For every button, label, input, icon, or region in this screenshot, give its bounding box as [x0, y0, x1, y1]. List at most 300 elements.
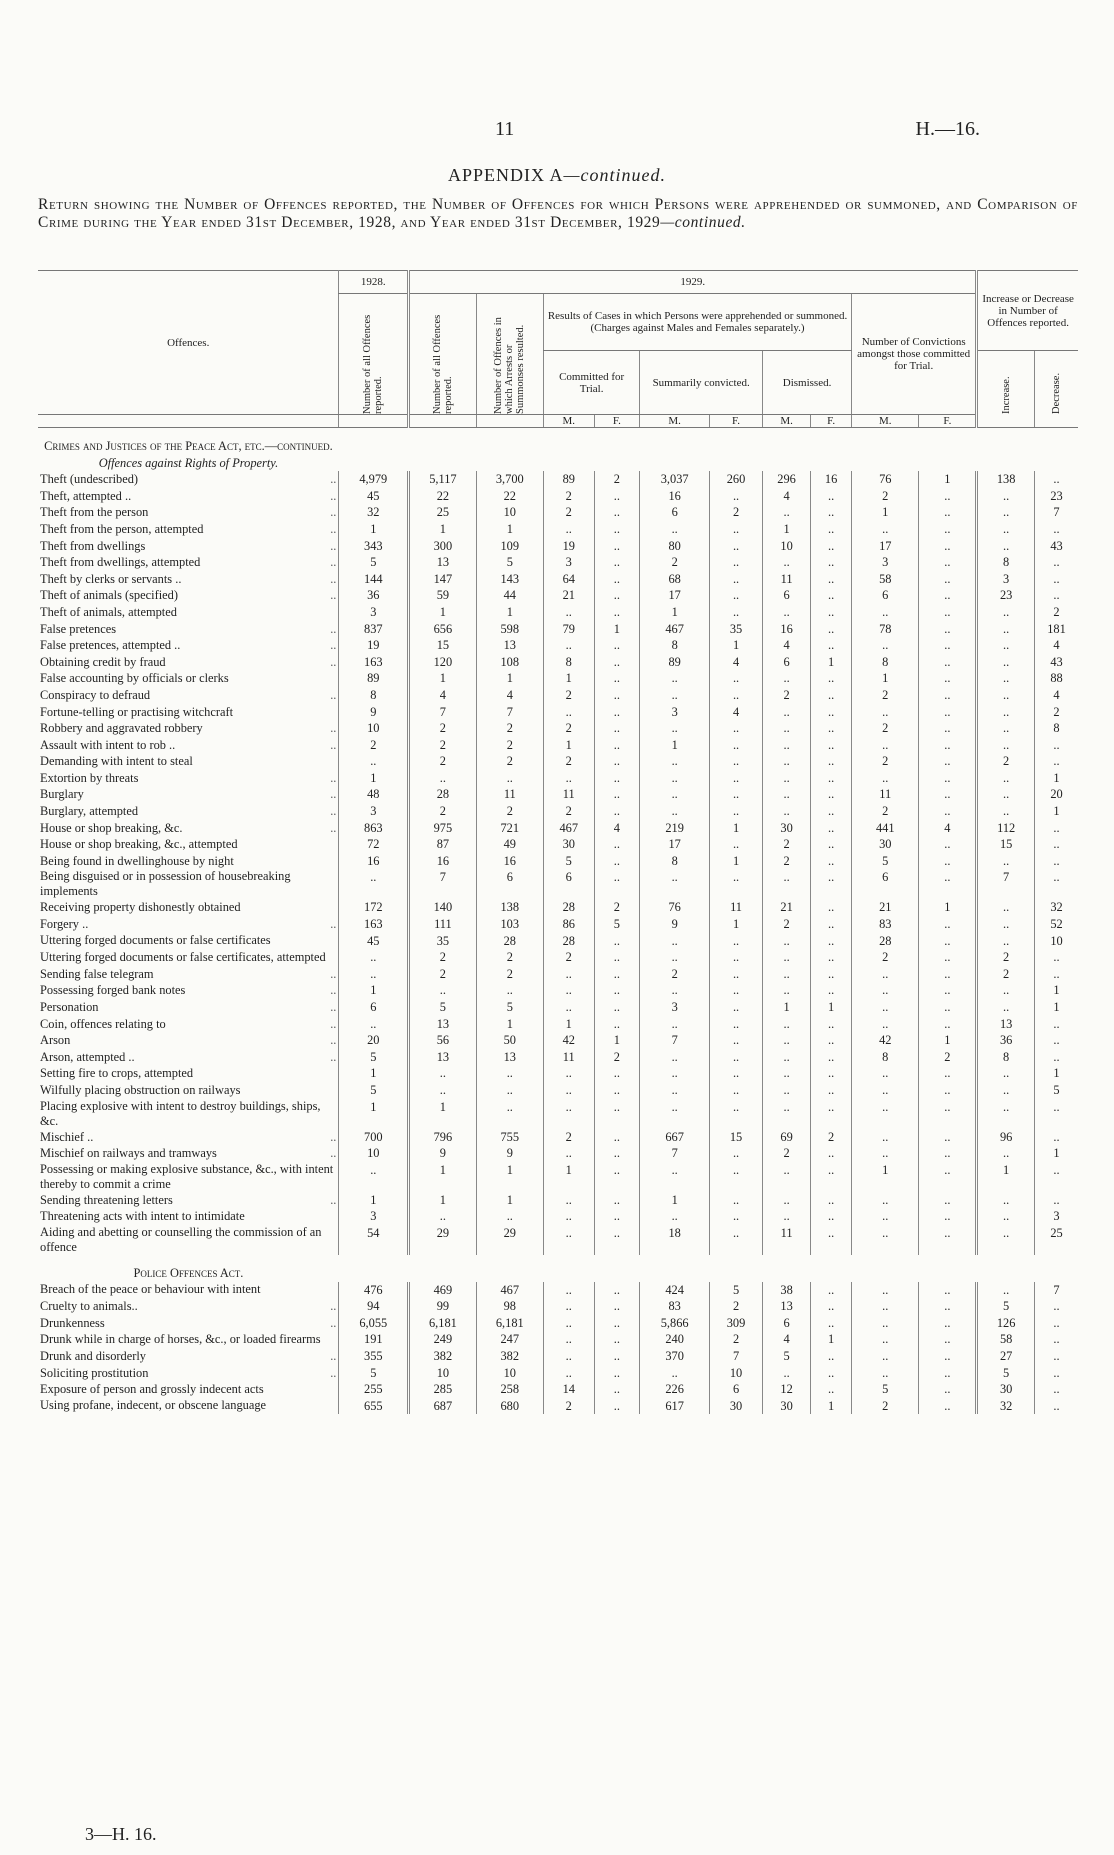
cell-value: .. — [1035, 471, 1078, 488]
cell-value: .. — [811, 587, 852, 604]
cell-value: 126 — [977, 1315, 1035, 1332]
offence-name: Arson .. — [40, 1033, 337, 1048]
cell-value: .. — [1035, 1129, 1078, 1146]
cell-value: .. — [763, 604, 811, 621]
table-row — [38, 538, 1078, 555]
cell-value: 11 — [763, 1225, 811, 1255]
cell-value: .. — [594, 803, 640, 820]
leader-dots: .. — [330, 621, 337, 636]
cell-value: .. — [763, 869, 811, 899]
cell-value: 22 — [409, 488, 476, 505]
cell-value: .. — [811, 1065, 852, 1082]
cell-value: .. — [852, 637, 919, 654]
cell-value: .. — [977, 1282, 1035, 1299]
cell-value: 9 — [476, 1145, 543, 1162]
cell-value: 3 — [1035, 1208, 1078, 1225]
table-row — [38, 637, 1078, 654]
cell-value: 98 — [476, 1298, 543, 1315]
cell-value: 5 — [339, 1365, 409, 1382]
cell-value: .. — [919, 753, 977, 770]
cell-value: 2 — [476, 803, 543, 820]
cell-value: 13 — [409, 1016, 476, 1033]
cell-value: 1 — [409, 1099, 476, 1129]
cell-value: .. — [919, 1082, 977, 1099]
cell-value: 32 — [977, 1398, 1035, 1415]
cell-value: .. — [476, 1099, 543, 1129]
cell-value: 8 — [640, 853, 710, 870]
cell-value: .. — [640, 869, 710, 899]
cell-value: .. — [919, 1315, 977, 1332]
rows-group-1w — [38, 869, 1078, 916]
cell-value: 13 — [476, 637, 543, 654]
cell-value: 2 — [543, 1129, 594, 1146]
section-subtitle: Offences against Rights of Property. — [98, 455, 279, 470]
cell-value: 10 — [339, 1145, 409, 1162]
leader-dots: .. — [330, 721, 337, 736]
cell-value: .. — [763, 1049, 811, 1066]
cell-value: 1 — [409, 604, 476, 621]
offence-name: Mischief on railways and tramways .. — [40, 1146, 337, 1161]
cell-value: 1 — [1035, 1145, 1078, 1162]
table-row — [38, 786, 1078, 803]
cell-value: .. — [1035, 1192, 1078, 1209]
cell-value: 3,700 — [476, 471, 543, 488]
cell-value: .. — [1035, 1162, 1078, 1192]
cell-value: .. — [640, 770, 710, 787]
cell-value: .. — [811, 1365, 852, 1382]
cell-value: .. — [710, 488, 763, 505]
cell-value: .. — [1035, 836, 1078, 853]
cell-value: .. — [811, 704, 852, 721]
arrests-header: Number of Offences in which Arrests or Summonses resulted. — [476, 294, 543, 415]
leader-dots: .. — [330, 966, 337, 981]
table-header — [38, 271, 1078, 428]
cell-value: .. — [852, 1315, 919, 1332]
cell-value: 5 — [710, 1282, 763, 1299]
year-1928-header: 1928. — [339, 271, 409, 294]
offence-name: Theft from the person .. — [40, 505, 337, 520]
cell-value: .. — [1035, 737, 1078, 754]
cell-value: 2 — [409, 949, 476, 966]
cell-value: 258 — [476, 1381, 543, 1398]
cell-value: 2 — [543, 949, 594, 966]
cell-value: .. — [543, 1225, 594, 1255]
cell-value: .. — [710, 1099, 763, 1129]
table-row — [38, 1315, 1078, 1332]
cell-value: 10 — [763, 538, 811, 555]
cell-value: .. — [1035, 869, 1078, 899]
cell-value: .. — [811, 488, 852, 505]
cell-value: .. — [594, 1099, 640, 1129]
table-row — [38, 949, 1078, 966]
cell-value: .. — [919, 587, 977, 604]
cell-value: 2 — [1035, 704, 1078, 721]
cell-value: .. — [409, 1082, 476, 1099]
cell-value: 28 — [543, 899, 594, 916]
offence-name: Sending false telegram .. — [40, 966, 337, 981]
cell-value: 2 — [977, 949, 1035, 966]
offence-name: Burglary .. — [40, 787, 337, 802]
cell-value: .. — [811, 1099, 852, 1129]
cell-value: .. — [640, 720, 710, 737]
table-row — [38, 982, 1078, 999]
table-row — [38, 554, 1078, 571]
cell-value: .. — [852, 1331, 919, 1348]
cell-value: .. — [594, 999, 640, 1016]
cell-value: .. — [594, 654, 640, 671]
cell-value: 7 — [977, 869, 1035, 899]
cell-value: 72 — [339, 836, 409, 853]
cell-value: 1 — [339, 1192, 409, 1209]
cell-value: 15 — [409, 637, 476, 654]
cell-value: 11 — [476, 786, 543, 803]
cell-value: .. — [594, 604, 640, 621]
cell-value: .. — [919, 604, 977, 621]
cell-value: 17 — [640, 587, 710, 604]
cell-value: 45 — [339, 488, 409, 505]
cell-value: 11 — [763, 571, 811, 588]
cell-value: .. — [710, 1145, 763, 1162]
cell-value: .. — [919, 720, 977, 737]
leader-dots: .. — [330, 555, 337, 570]
cell-value: 3,037 — [640, 471, 710, 488]
cell-value: 9 — [339, 704, 409, 721]
cell-value: 2 — [543, 488, 594, 505]
cell-value: .. — [977, 670, 1035, 687]
cell-value: 2 — [640, 554, 710, 571]
table-row — [38, 587, 1078, 604]
cell-value: 5 — [594, 916, 640, 933]
rows-group-6w — [38, 1282, 1078, 1299]
cell-value: .. — [919, 1065, 977, 1082]
cell-value: .. — [919, 916, 977, 933]
cell-value: .. — [476, 1082, 543, 1099]
cell-value: 2 — [852, 687, 919, 704]
cell-value: 1 — [852, 1162, 919, 1192]
leader-dots: .. — [330, 1129, 337, 1144]
cell-value: .. — [543, 770, 594, 787]
cell-value: 43 — [1035, 654, 1078, 671]
cell-value: 7 — [640, 1032, 710, 1049]
cell-value: 260 — [710, 471, 763, 488]
cell-value: 655 — [339, 1398, 409, 1415]
cell-value: 6 — [710, 1381, 763, 1398]
leader-dots: .. — [330, 654, 337, 669]
offence-name: Mischief .. .. — [40, 1129, 337, 1144]
cell-value: .. — [476, 1208, 543, 1225]
leader-dots: .. — [330, 687, 337, 702]
leader-dots: .. — [330, 804, 337, 819]
cell-value: .. — [594, 1298, 640, 1315]
cell-value: 25 — [1035, 1225, 1078, 1255]
cell-value: 18 — [640, 1225, 710, 1255]
cell-value: 16 — [763, 621, 811, 638]
cell-value: 7 — [1035, 1282, 1078, 1299]
cell-value: .. — [640, 670, 710, 687]
cell-value: 2 — [640, 966, 710, 983]
cell-value: .. — [543, 1315, 594, 1332]
offence-name: House or shop breaking, &c. .. — [40, 820, 337, 835]
dismissed-f-header: F. — [811, 415, 852, 428]
cell-value: .. — [710, 604, 763, 621]
cell-value: 1 — [543, 737, 594, 754]
cell-value: .. — [640, 521, 710, 538]
cell-value: .. — [1035, 1365, 1078, 1382]
cell-value: .. — [763, 1016, 811, 1033]
cell-value: 300 — [409, 538, 476, 555]
cell-value: 36 — [339, 587, 409, 604]
cell-value: 5 — [543, 853, 594, 870]
cell-value: .. — [543, 1192, 594, 1209]
cell-value: .. — [476, 1065, 543, 1082]
cell-value: .. — [919, 554, 977, 571]
cell-value: 6 — [763, 587, 811, 604]
cell-value: 13 — [409, 554, 476, 571]
cell-value: 16 — [339, 853, 409, 870]
cell-value: 2 — [476, 737, 543, 754]
cell-value: .. — [1035, 753, 1078, 770]
cell-value: .. — [811, 1032, 852, 1049]
cell-value: 15 — [977, 836, 1035, 853]
cell-value: 837 — [339, 621, 409, 638]
cell-value: 6 — [852, 587, 919, 604]
cell-value: 36 — [977, 1032, 1035, 1049]
cell-value: 2 — [977, 966, 1035, 983]
cell-value: .. — [763, 670, 811, 687]
cell-value: .. — [763, 770, 811, 787]
cell-value: 103 — [476, 916, 543, 933]
table-row — [38, 1225, 1078, 1255]
cell-value: .. — [763, 933, 811, 950]
cell-value: 64 — [543, 571, 594, 588]
cell-value: .. — [594, 770, 640, 787]
cell-value: .. — [852, 1365, 919, 1382]
table-row — [38, 1398, 1078, 1415]
rows-group-1 — [38, 471, 1078, 869]
cell-value: .. — [710, 1208, 763, 1225]
cell-value: .. — [543, 604, 594, 621]
cell-value: 3 — [977, 571, 1035, 588]
cell-value: .. — [710, 869, 763, 899]
cell-value: 285 — [409, 1381, 476, 1398]
cell-value: .. — [852, 1298, 919, 1315]
cell-value: .. — [594, 1065, 640, 1082]
cell-value: 1 — [763, 521, 811, 538]
cell-value: 7 — [409, 704, 476, 721]
cell-value: 8 — [852, 1049, 919, 1066]
cell-value: .. — [811, 770, 852, 787]
table-row — [38, 869, 1078, 899]
cell-value: 4 — [476, 687, 543, 704]
table-row — [38, 521, 1078, 538]
cell-value: 2 — [543, 753, 594, 770]
leader-dots: .. — [330, 1016, 337, 1031]
leader-dots: .. — [330, 472, 337, 487]
cell-value: .. — [977, 654, 1035, 671]
rows-group-3 — [38, 966, 1078, 1099]
offence-name: Setting fire to crops, attempted — [40, 1066, 194, 1081]
cell-value: 30 — [543, 836, 594, 853]
cell-value: .. — [594, 949, 640, 966]
cell-value: .. — [977, 737, 1035, 754]
cell-value: .. — [977, 786, 1035, 803]
results-header: Results of Cases in which Persons were apprehended or summoned. (Charges against Males and Females separately.) — [543, 294, 851, 351]
offence-name: Sending threatening letters .. — [40, 1192, 337, 1207]
cell-value: .. — [977, 1099, 1035, 1129]
offence-name: Receiving property dishonestly obtained — [40, 900, 241, 915]
cell-value: .. — [811, 670, 852, 687]
cell-value: 1 — [339, 521, 409, 538]
cell-value: 467 — [543, 820, 594, 837]
cell-value: .. — [811, 869, 852, 899]
cell-value: 2 — [476, 966, 543, 983]
summarily-m-header: M. — [640, 415, 710, 428]
table-row — [38, 621, 1078, 638]
increase-decrease-header: Increase or Decrease in Number of Offences reported. — [977, 271, 1078, 351]
cell-value: .. — [852, 1225, 919, 1255]
table-row — [38, 999, 1078, 1016]
committed-f-header: F. — [594, 415, 640, 428]
cell-value: .. — [1035, 966, 1078, 983]
cell-value: .. — [594, 1145, 640, 1162]
cell-value: 20 — [1035, 786, 1078, 803]
cell-value: 38 — [763, 1282, 811, 1299]
cell-value: .. — [710, 982, 763, 999]
cell-value: .. — [763, 704, 811, 721]
cell-value: 6 — [640, 504, 710, 521]
cell-value: 2 — [710, 1298, 763, 1315]
table-row — [38, 654, 1078, 671]
cell-value: 1 — [1035, 770, 1078, 787]
cell-value: 755 — [476, 1129, 543, 1146]
cell-value: 10 — [409, 1365, 476, 1382]
cell-value: .. — [710, 966, 763, 983]
table-row — [38, 471, 1078, 488]
cell-value: .. — [1035, 1049, 1078, 1066]
cell-value: 1 — [409, 1192, 476, 1209]
cell-value: .. — [811, 933, 852, 950]
cell-value: 1 — [640, 1192, 710, 1209]
cell-value: 3 — [339, 803, 409, 820]
reported-1928-header: Number of all Offences reported. — [339, 294, 409, 415]
table-row — [38, 1331, 1078, 1348]
cell-value: 5 — [476, 554, 543, 571]
cell-value: .. — [640, 1099, 710, 1129]
cell-value: 13 — [409, 1049, 476, 1066]
table-row — [38, 488, 1078, 505]
cell-value: 83 — [640, 1298, 710, 1315]
cell-value: .. — [710, 554, 763, 571]
cell-value: 3 — [640, 999, 710, 1016]
cell-value: .. — [594, 1381, 640, 1398]
cell-value: .. — [919, 1162, 977, 1192]
cell-value: 8 — [543, 654, 594, 671]
cell-value: .. — [919, 654, 977, 671]
cell-value: 20 — [339, 1032, 409, 1049]
table-row — [38, 1381, 1078, 1398]
cell-value: 3 — [339, 604, 409, 621]
leader-dots: .. — [330, 983, 337, 998]
leader-dots: .. — [330, 505, 337, 520]
cell-value: 58 — [852, 571, 919, 588]
cell-value: 1 — [339, 1099, 409, 1129]
cell-value: .. — [852, 770, 919, 787]
cell-value: .. — [640, 933, 710, 950]
cell-value: .. — [811, 637, 852, 654]
cell-value: .. — [919, 1129, 977, 1146]
cell-value: .. — [811, 949, 852, 966]
table-row — [38, 1065, 1078, 1082]
offence-name: Arson, attempted .. .. — [40, 1049, 337, 1064]
leader-dots: .. — [330, 588, 337, 603]
cell-value: 1 — [409, 1162, 476, 1192]
cell-value: .. — [594, 538, 640, 555]
leader-dots: .. — [330, 1000, 337, 1014]
cell-value: 43 — [1035, 538, 1078, 555]
cell-value: .. — [594, 836, 640, 853]
cell-value: 1 — [594, 1032, 640, 1049]
cell-value: 5 — [1035, 1082, 1078, 1099]
cell-value: .. — [594, 1162, 640, 1192]
cell-value: 2 — [409, 737, 476, 754]
cell-value: 58 — [977, 1331, 1035, 1348]
cell-value: 13 — [977, 1016, 1035, 1033]
cell-value: .. — [852, 982, 919, 999]
cell-value: .. — [763, 786, 811, 803]
cell-value: 2 — [710, 1331, 763, 1348]
table-row — [38, 820, 1078, 837]
cell-value: .. — [710, 753, 763, 770]
cell-value: .. — [543, 1348, 594, 1365]
cell-value: .. — [640, 982, 710, 999]
cell-value: .. — [811, 916, 852, 933]
cell-value: .. — [977, 538, 1035, 555]
cell-value: .. — [763, 1065, 811, 1082]
cell-value: .. — [1035, 1032, 1078, 1049]
cell-value: 44 — [476, 587, 543, 604]
cell-value: 6,055 — [339, 1315, 409, 1332]
cell-value: 687 — [409, 1398, 476, 1415]
cell-value: 52 — [1035, 916, 1078, 933]
cell-value: 8 — [640, 637, 710, 654]
cell-value: .. — [594, 786, 640, 803]
cell-value: .. — [594, 1016, 640, 1033]
cell-value: 7 — [476, 704, 543, 721]
cell-value: .. — [640, 753, 710, 770]
rows-group-2 — [38, 916, 1078, 933]
cell-value: .. — [919, 933, 977, 950]
table-row — [38, 1365, 1078, 1382]
cell-value: 1 — [763, 999, 811, 1016]
cell-value: 441 — [852, 820, 919, 837]
cell-value: 1 — [977, 1162, 1035, 1192]
cell-value: 226 — [640, 1381, 710, 1398]
cell-value: .. — [710, 538, 763, 555]
cell-value: 9 — [409, 1145, 476, 1162]
cell-value: .. — [763, 504, 811, 521]
cell-value: .. — [919, 521, 977, 538]
cell-value: .. — [811, 604, 852, 621]
cell-value: .. — [811, 720, 852, 737]
cell-value: 2 — [476, 753, 543, 770]
rows-group-4w — [38, 1162, 1078, 1192]
cell-value: 1 — [919, 1032, 977, 1049]
cell-value: 5 — [339, 1082, 409, 1099]
table-row — [38, 704, 1078, 721]
cell-value: .. — [339, 869, 409, 899]
table-row — [38, 504, 1078, 521]
cell-value: 382 — [476, 1348, 543, 1365]
